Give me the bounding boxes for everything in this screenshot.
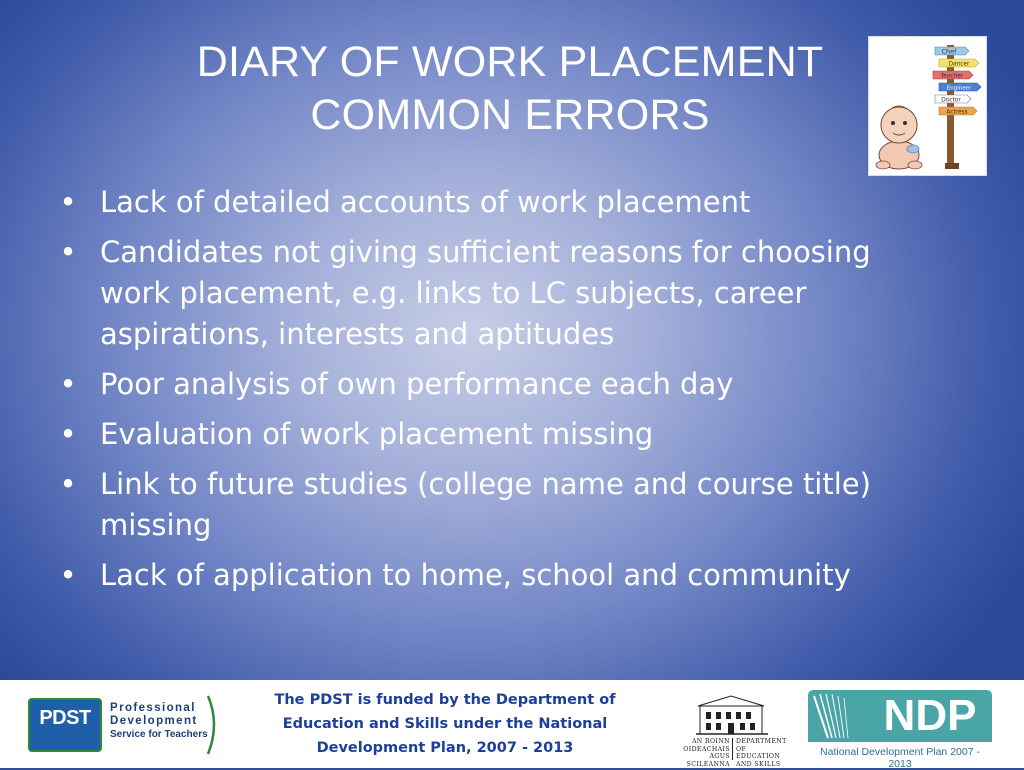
dept-name-english (736, 738, 786, 768)
sign-label-5: Doctor (941, 97, 961, 104)
funding-line-3: Development Plan, 2007 - 2013 (316, 740, 574, 756)
bullet-marker: • (59, 367, 77, 401)
bullet-text: Candidates not giving sufficient reasons for choosing work placement, e.g. links to LC subjects, career aspirations, interests and aptitudes (100, 235, 871, 351)
signpost-sign-3 (933, 71, 973, 80)
signpost-sign-5 (935, 95, 971, 104)
dept-english-line-1: DEPARTMENT OF (736, 738, 787, 753)
pdst-abbr: PDST (39, 707, 91, 729)
bullet-marker: • (59, 235, 77, 269)
dept-irish-line-1: AN ROINN (691, 738, 730, 745)
pdst-name-line-1: Professional (110, 702, 196, 714)
bullet-item (58, 464, 938, 546)
bullet-marker: • (59, 467, 77, 501)
pdst-logo (28, 694, 218, 756)
sign-label-3: Teacher (940, 73, 964, 80)
slide-title (130, 36, 890, 142)
bullet-item (58, 555, 938, 596)
bullet-marker: • (59, 558, 77, 592)
bullet-text: Link to future studies (college name and course title) missing (100, 467, 871, 542)
dept-english-line-2: EDUCATION (736, 753, 781, 760)
funding-statement (268, 688, 622, 760)
pdst-name-line-3: Service for Teachers (110, 729, 208, 740)
sign-label-6: Actress (946, 109, 968, 116)
bullet-item (58, 182, 938, 223)
bullet-text: Evaluation of work placement missing (100, 417, 654, 451)
signpost-illustration (869, 37, 986, 175)
bullet-item (58, 414, 938, 455)
footer-bar (0, 680, 1024, 768)
bullet-marker: • (59, 185, 77, 219)
bullet-item (58, 364, 938, 405)
sign-label-4: Engineer (946, 85, 972, 92)
department-logo (680, 694, 787, 768)
harp-lines-icon (808, 690, 878, 742)
signpost-sign-1 (935, 47, 969, 56)
ndp-logo-badge (808, 690, 992, 742)
dept-irish-line-3: AGUS SCILEANNA (686, 753, 730, 768)
ndp-abbr: NDP (883, 691, 977, 740)
bullet-marker: • (59, 417, 77, 451)
baby-figure (876, 106, 922, 169)
bullet-list (58, 182, 938, 605)
pdst-name-line-2: Development (110, 715, 198, 727)
ndp-logo (808, 690, 992, 770)
funding-line-1: The PDST is funded by the Department of (274, 692, 616, 708)
government-building-icon (680, 694, 785, 738)
pdst-swoosh-icon (204, 694, 224, 756)
bullet-text: Lack of detailed accounts of work placement (100, 185, 751, 219)
signpost-sign-4 (939, 83, 981, 92)
sign-label-1: Chef (941, 47, 957, 56)
dept-name-irish (682, 738, 730, 768)
bullet-item (58, 232, 938, 355)
signpost-sign-6 (939, 107, 977, 116)
career-signpost-image (868, 36, 987, 176)
sign-label-2: Dancer (948, 61, 970, 68)
ndp-caption: National Development Plan 2007 - 2013 (820, 746, 980, 770)
funding-line-2: Education and Skills under the National (282, 716, 608, 732)
signpost-sign-2 (939, 59, 979, 68)
dept-divider (732, 738, 733, 760)
title-line-1: DIARY OF WORK PLACEMENT (196, 38, 824, 86)
bullet-text: Poor analysis of own performance each day (100, 367, 734, 401)
title-line-2: COMMON ERRORS (310, 90, 710, 139)
dept-irish-line-2: OIDEACHAIS (683, 745, 730, 753)
bullet-text: Lack of application to home, school and community (100, 558, 851, 592)
dept-english-line-3: AND SKILLS (736, 760, 781, 768)
